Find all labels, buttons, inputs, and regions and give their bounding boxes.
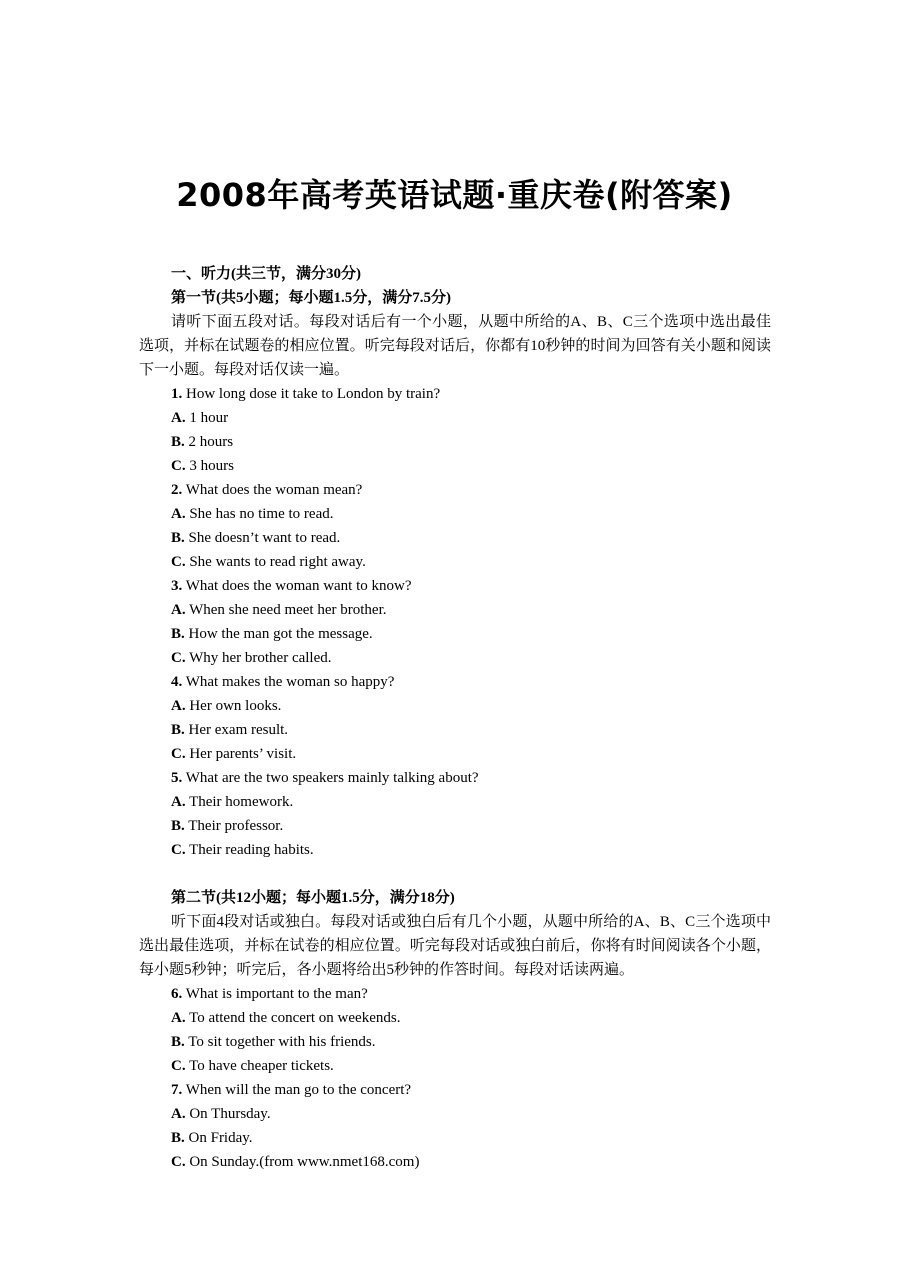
question-7: 7. When will the man go to the concert? bbox=[171, 1082, 412, 1098]
option-6b: B. To sit together with his friends. bbox=[171, 1034, 376, 1050]
option-7a: A. On Thursday. bbox=[171, 1106, 271, 1122]
option-2b: B. She doesn’t want to read. bbox=[171, 530, 341, 546]
option-5b: B. Their professor. bbox=[171, 818, 284, 834]
question-6: 6. What is important to the man? bbox=[171, 986, 368, 1002]
part2-questions bbox=[139, 982, 771, 1174]
part1-instructions: 请听下面五段对话。每段对话后有一个小题，从题中所给的A、B、C三个选项中选出最佳选项，并标在试题卷的相应位置。听完每段对话后，你都有10秒钟的时间为回答有关小题和阅读下一小题。每段对话仅读一遍。 bbox=[139, 314, 771, 378]
option-1c: C. 3 hours bbox=[171, 458, 234, 474]
option-2c: C. She wants to read right away. bbox=[171, 554, 366, 570]
part1-questions bbox=[139, 382, 771, 862]
question-1: 1. How long dose it take to London by train? bbox=[171, 386, 441, 402]
option-4a: A. Her own looks. bbox=[171, 698, 282, 714]
part1-heading: 第一节(共5小题；每小题1.5分，满分7.5分) bbox=[171, 290, 451, 306]
option-3b: B. How the man got the message. bbox=[171, 626, 373, 642]
option-1a: A. 1 hour bbox=[171, 410, 229, 426]
document-content bbox=[139, 262, 771, 1174]
question-5: 5. What are the two speakers mainly talking about? bbox=[171, 770, 479, 786]
part2-heading: 第二节(共12小题；每小题1.5分，满分18分) bbox=[171, 890, 455, 906]
option-4b: B. Her exam result. bbox=[171, 722, 289, 738]
option-3a: A. When she need meet her brother. bbox=[171, 602, 387, 618]
section-heading: 一、听力(共三节，满分30分) bbox=[171, 266, 361, 282]
option-6c: C. To have cheaper tickets. bbox=[171, 1058, 334, 1074]
option-1b: B. 2 hours bbox=[171, 434, 234, 450]
option-3c: C. Why her brother called. bbox=[171, 650, 332, 666]
option-6a: A. To attend the concert on weekends. bbox=[171, 1010, 401, 1026]
question-3: 3. What does the woman want to know? bbox=[171, 578, 412, 594]
option-2a: A. She has no time to read. bbox=[171, 506, 334, 522]
question-2: 2. What does the woman mean? bbox=[171, 482, 363, 498]
part2-instructions: 听下面4段对话或独白。每段对话或独白后有几个小题，从题中所给的A、B、C三个选项中选出最佳选项，并标在试卷的相应位置。听完每段对话或独白前后，你将有时间阅读各个小题，每小题5秒钟；听完后，各小题将给出5秒钟的作答时间。每段对话读两遍。 bbox=[139, 914, 771, 978]
document-title: 2008年高考英语试题·重庆卷(附答案) bbox=[176, 176, 733, 214]
option-4c: C. Her parents’ visit. bbox=[171, 746, 297, 762]
section-spacer bbox=[139, 862, 771, 886]
question-4: 4. What makes the woman so happy? bbox=[171, 674, 395, 690]
option-7b: B. On Friday. bbox=[171, 1130, 253, 1146]
option-5c: C. Their reading habits. bbox=[171, 842, 314, 858]
option-5a: A. Their homework. bbox=[171, 794, 294, 810]
option-7c: C. On Sunday.(from www.nmet168.com) bbox=[171, 1154, 420, 1170]
